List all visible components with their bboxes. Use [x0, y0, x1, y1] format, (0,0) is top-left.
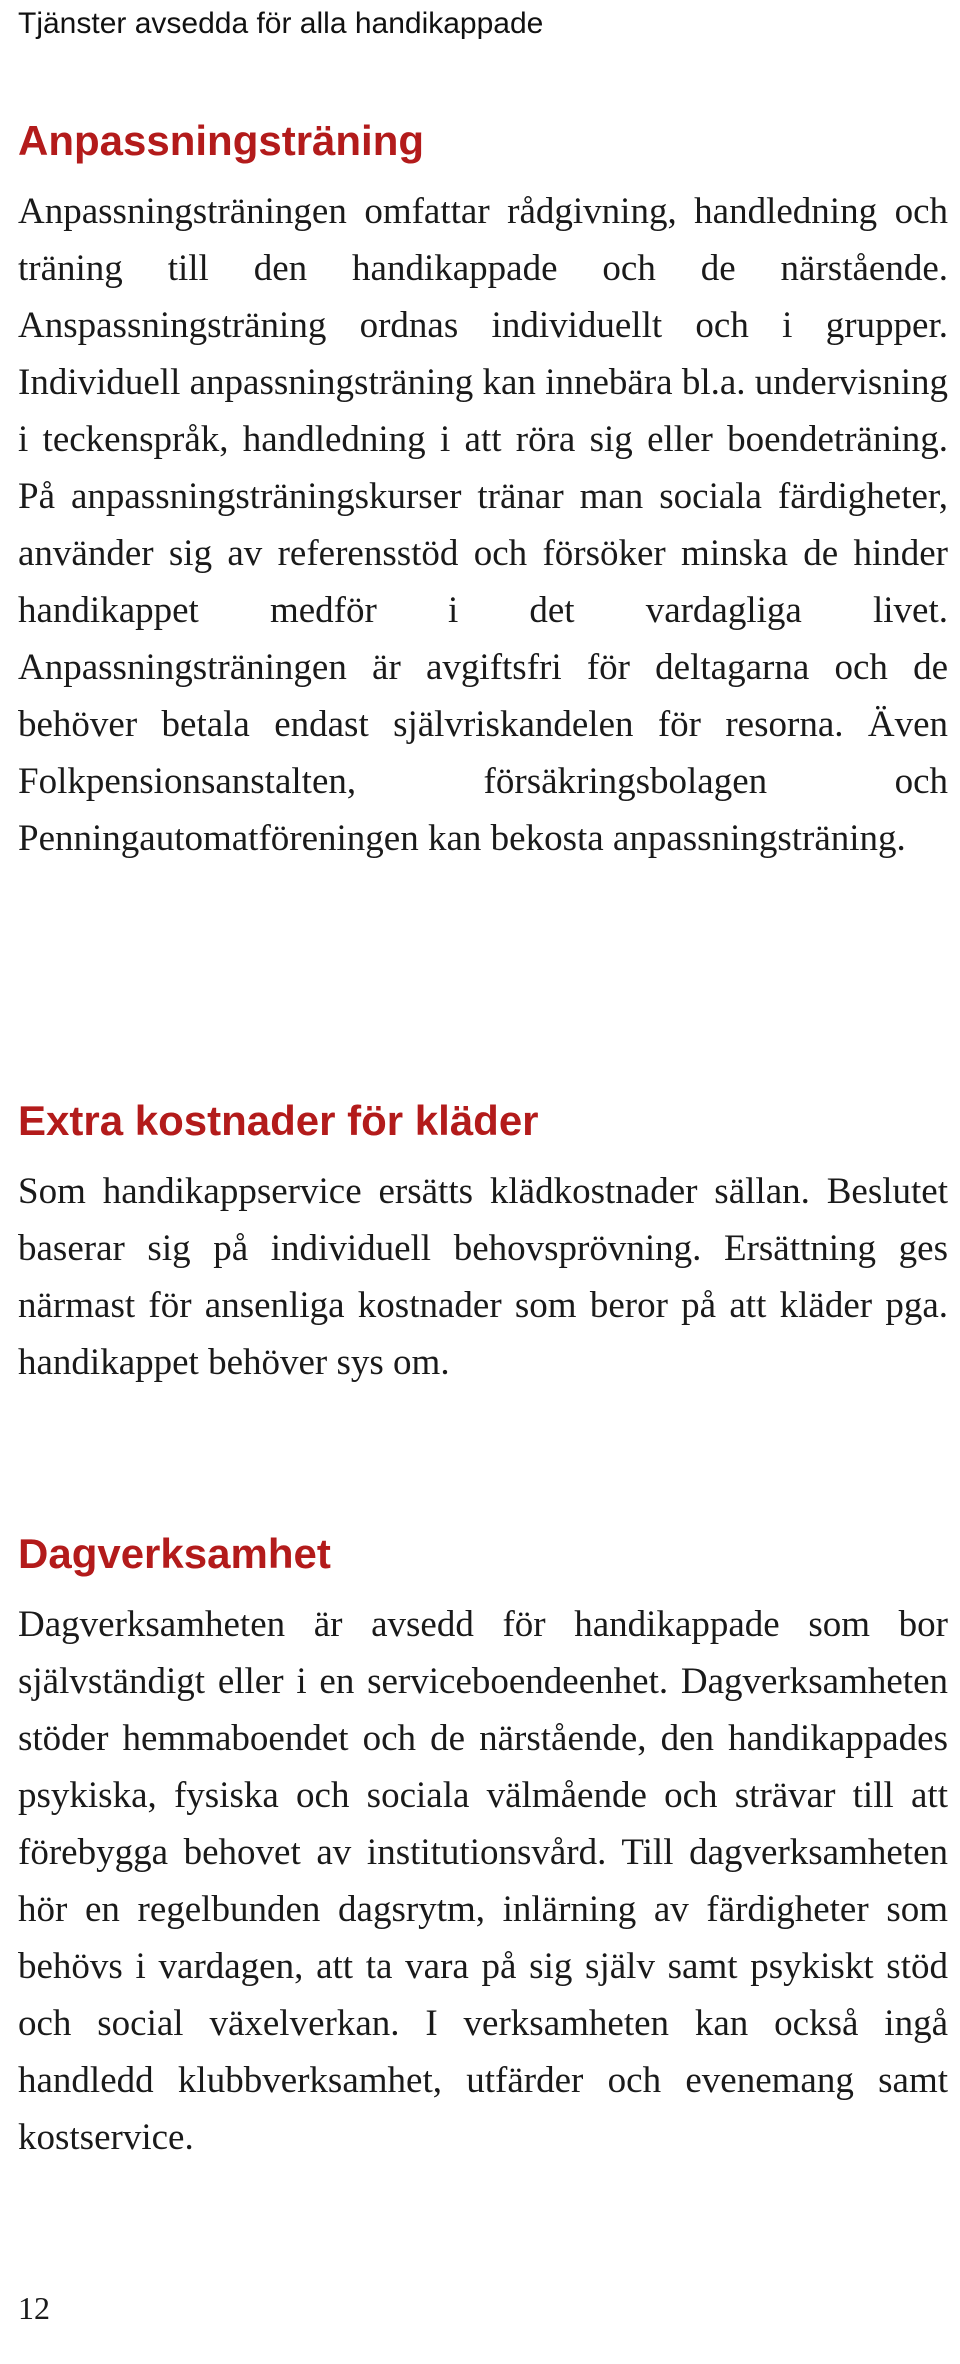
section-heading-extra-kostnader: Extra kostnader för kläder: [18, 1097, 539, 1144]
running-header: Tjänster avsedda för alla handikappade: [18, 7, 544, 40]
section-heading-dagverksamhet: Dagverksamhet: [18, 1530, 331, 1577]
section-heading-anpassningstraning: Anpassningsträning: [18, 117, 425, 164]
section-body-anpassningstraning: Anpassningsträningen omfattar rådgivning, handledning och träning till den handikappade och de närstående. Anspassningsträning ordnas individuellt och i grupper. Individuell anpassningsträning kan innebära bl.a. undervisning i teckenspråk, handledning i att röra sig eller boendeträning. På anpassningsträningskurser tränar man sociala färdigheter, använder sig av referensstöd och försöker minska de hinder handikappet medför i det vardagliga livet. Anpassningsträningen är avgiftsfri för deltagarna och de behöver betala endast självriskandelen för resorna. Även Folkpensionsanstalten, försäkringsbolagen och Penningautomatföreningen kan bekosta anpassningsträning.: [18, 191, 948, 859]
section-body-dagverksamhet: Dagverksamheten är avsedd för handikappade som bor självständigt eller i en serviceboendeenhet. Dagverksamheten stöder hemmaboendet och de närstående, den handikappades psykiska, fysiska och sociala välmående och strävar till att förebygga behovet av institutionsvård. Till dagverksamheten hör en regelbunden dagsrytm, inlärning av färdigheter som behövs i vardagen, att ta vara på sig själv samt psykiskt stöd och social växelverkan. I verksamheten kan också ingå handledd klubbverksamhet, utfärder och evenemang samt kostservice.: [18, 1604, 948, 2158]
section-body-extra-kostnader: Som handikappservice ersätts klädkostnader sällan. Beslutet baserar sig på individuell behovsprövning. Ersättning ges närmast för ansenliga kostnader som beror på att kläder pga. handikappet behöver sys om.: [18, 1171, 948, 1383]
page-number: 12: [18, 2290, 50, 2326]
